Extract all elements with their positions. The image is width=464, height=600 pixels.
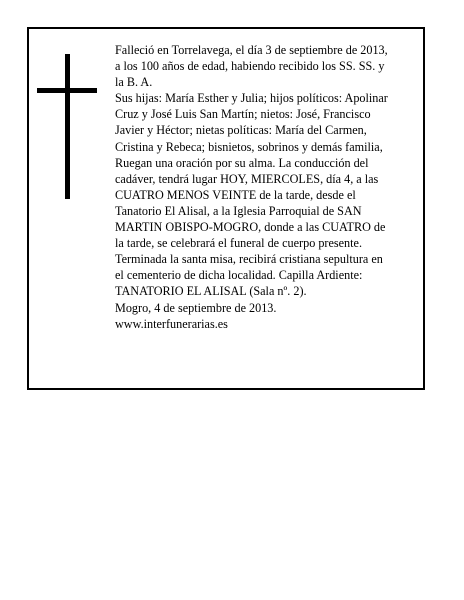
website-link: www.interfunerarias.es bbox=[115, 316, 228, 331]
notice-line: el cementerio de dicha localidad. Capilla Ardiente: bbox=[115, 268, 363, 283]
notice-line: Cristina y Rebeca; bisnietos, sobrinos y demás familia, bbox=[115, 139, 383, 154]
notice-line: CUATRO MENOS VEINTE de la tarde, desde el bbox=[115, 187, 356, 202]
notice-line: Javier y Héctor; nietas políticas: María del Carmen, bbox=[115, 123, 367, 138]
notice-line: Sus hijas: María Esther y Julia; hijos políticos: Apolinar bbox=[115, 91, 388, 106]
notice-line: TANATORIO EL ALISAL (Sala nº. 2). bbox=[115, 284, 307, 299]
notice-line: la tarde, se celebrará el funeral de cuerpo presente. bbox=[115, 236, 362, 251]
notice-line: MARTIN OBISPO-MOGRO, donde a las CUATRO de bbox=[115, 220, 386, 235]
notice-date-line: Mogro, 4 de septiembre de 2013. bbox=[115, 300, 277, 315]
notice-line: Ruegan una oración por su alma. La conducción del bbox=[115, 155, 369, 170]
notice-line: Tanatorio El Alisal, a la Iglesia Parroquial de SAN bbox=[115, 203, 362, 218]
cross-vertical-bar bbox=[65, 54, 70, 199]
notice-line: Terminada la santa misa, recibirá cristiana sepultura en bbox=[115, 252, 383, 267]
cross-icon bbox=[37, 54, 97, 199]
notice-line: Falleció en Torrelavega, el día 3 de septiembre de 2013, bbox=[115, 43, 388, 57]
notice-line: cadáver, tendrá lugar HOY, MIERCOLES, día 4, a las bbox=[115, 171, 379, 186]
notice-line: la B. A. bbox=[115, 75, 153, 90]
notice-body bbox=[115, 42, 425, 332]
notice-line: Cruz y José Luis San Martín; nietos: José, Francisco bbox=[115, 107, 371, 122]
obituary-notice bbox=[27, 27, 425, 390]
notice-line: a los 100 años de edad, habiendo recibido los SS. SS. y bbox=[115, 59, 385, 74]
cross-horizontal-bar bbox=[37, 88, 97, 93]
